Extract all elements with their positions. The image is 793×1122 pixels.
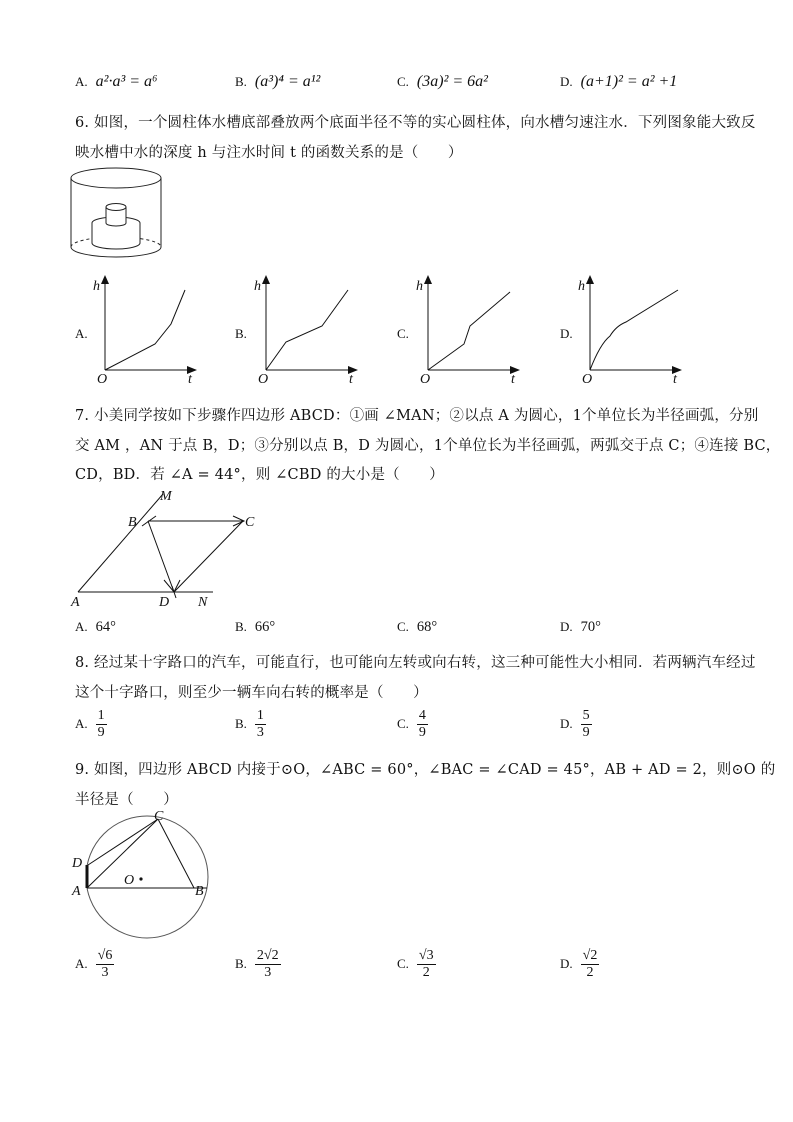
q9-option-a[interactable]: A. $\frac{√6}{3}$ — [75, 948, 113, 980]
q5-option-c-expr: (3a)² = 6a² — [416, 73, 488, 90]
q9-stem-line2: 半径是（ ） — [75, 792, 178, 808]
option-value: 64° — [95, 619, 116, 635]
fraction: $\frac{1}{3}$ — [256, 708, 264, 740]
q9-circle-figure — [68, 805, 218, 940]
q6-cylinder-figure — [68, 165, 168, 260]
origin-label: O — [582, 372, 593, 387]
origin-label: O — [97, 372, 108, 387]
graph-b-axes — [256, 272, 366, 387]
fraction: $\frac{5}{9}$ — [582, 708, 590, 740]
axis-h-label: h — [254, 279, 261, 294]
fraction: $\frac{4}{9}$ — [418, 708, 426, 740]
label-o: O — [124, 873, 135, 888]
q5-option-d[interactable]: D. (a+1)² = a² +1 — [560, 73, 678, 90]
q6-stem-line2: 映水槽中水的深度 h 与注水时间 t 的函数关系的是（ ） — [75, 145, 463, 161]
label-c: C — [154, 809, 164, 824]
q5-option-d-expr: (a+1)² = a² +1 — [580, 73, 678, 90]
q5-option-b[interactable]: B. (a³)⁴ = a¹² — [235, 73, 321, 90]
label-c: C — [245, 515, 255, 530]
q9-option-c[interactable]: C. $\frac{√3}{2}$ — [397, 948, 434, 980]
q7-stem-line1: 7. 小美同学按如下步骤作四边形 ABCD：①画 ∠MAN；②以点 A 为圆心，1个单位长为半径画弧，分别 — [75, 408, 759, 424]
q7-stem-line3: CD，BD．若 ∠A = 44°，则 ∠CBD 的大小是（ ） — [75, 467, 444, 483]
option-value: 68° — [416, 619, 438, 635]
q8-option-c[interactable]: C. $\frac{4}{9}$ — [397, 708, 426, 740]
fraction: $\frac{√6}{3}$ — [97, 948, 113, 980]
q8-stem-line2: 这个十字路口，则至少一辆车向右转的概率是（ ） — [75, 685, 428, 701]
q7-stem-line2: 交 AM ，AN 于点 B，D；③分别以点 B，D 为圆心，1个单位长为半径画弧，两弧交于点 C；④连接 BC， — [75, 438, 781, 454]
q7-option-a[interactable]: A. 64° — [75, 619, 116, 635]
axis-t-label: t — [673, 372, 677, 387]
q5-option-c[interactable]: C. (3a)² = 6a² — [397, 73, 488, 90]
label-a: A — [72, 884, 81, 899]
q8-option-a[interactable]: A. $\frac{1}{9}$ — [75, 708, 105, 740]
q8-stem-line1: 8. 经过某十字路口的汽车，可能直行，也可能向左转或向右转，这三种可能性大小相同．若两辆汽车经过 — [75, 655, 756, 671]
q9-option-d[interactable]: D. $\frac{√2}{2}$ — [560, 948, 598, 980]
graph-d-axes — [580, 272, 690, 387]
axis-t-label: t — [349, 372, 353, 387]
origin-label: O — [258, 372, 269, 387]
curve — [590, 290, 678, 370]
label-d: D — [72, 856, 83, 871]
q9-stem-line1: 9. 如图，四边形 ABCD 内接于⊙O，∠ABC = 60°，∠BAC = ∠CAD = 45°，AB + AD = 2，则⊙O 的 — [75, 762, 776, 778]
fraction: $\frac{2√2}{3}$ — [256, 948, 279, 980]
q5-option-a-expr: a²·a³ = a⁶ — [95, 73, 158, 90]
q5-option-a[interactable]: A. a²·a³ = a⁶ — [75, 73, 158, 90]
q6-stem-line1: 6. 如图，一个圆柱体水槽底部叠放两个底面半径不等的实心圆柱体，向水槽匀速注水．下列图象能大致反 — [75, 115, 756, 131]
axis-t-label: t — [511, 372, 515, 387]
option-value: 70° — [580, 619, 601, 635]
label-n: N — [198, 595, 208, 610]
curve — [105, 290, 185, 370]
q8-option-d[interactable]: D. $\frac{5}{9}$ — [560, 708, 590, 740]
axis-h-label: h — [93, 279, 100, 294]
label-b: B — [195, 884, 204, 899]
label-a: A — [71, 595, 80, 610]
label-d: D — [159, 595, 170, 610]
q7-option-c[interactable]: C. 68° — [397, 619, 438, 635]
q8-option-b[interactable]: B. $\frac{1}{3}$ — [235, 708, 264, 740]
q7-option-d[interactable]: D. 70° — [560, 619, 601, 635]
axis-h-label: h — [416, 279, 423, 294]
label-m: M — [160, 489, 172, 504]
option-value: 66° — [254, 619, 276, 635]
graph-c-axes — [418, 272, 528, 387]
curve — [266, 290, 348, 370]
origin-label: O — [420, 372, 431, 387]
curve — [428, 292, 510, 370]
q7-option-b[interactable]: B. 66° — [235, 619, 276, 635]
axis-t-label: t — [188, 372, 192, 387]
fraction: $\frac{√3}{2}$ — [418, 948, 434, 980]
fraction: $\frac{√2}{2}$ — [582, 948, 598, 980]
graph-a-axes — [95, 272, 205, 387]
fraction: $\frac{1}{9}$ — [97, 708, 105, 740]
label-b: B — [128, 515, 137, 530]
q5-option-b-expr: (a³)⁴ = a¹² — [254, 73, 321, 90]
q7-rhombus-figure — [68, 488, 268, 613]
q9-option-b[interactable]: B. $\frac{2√2}{3}$ — [235, 948, 279, 980]
axis-h-label: h — [578, 279, 585, 294]
